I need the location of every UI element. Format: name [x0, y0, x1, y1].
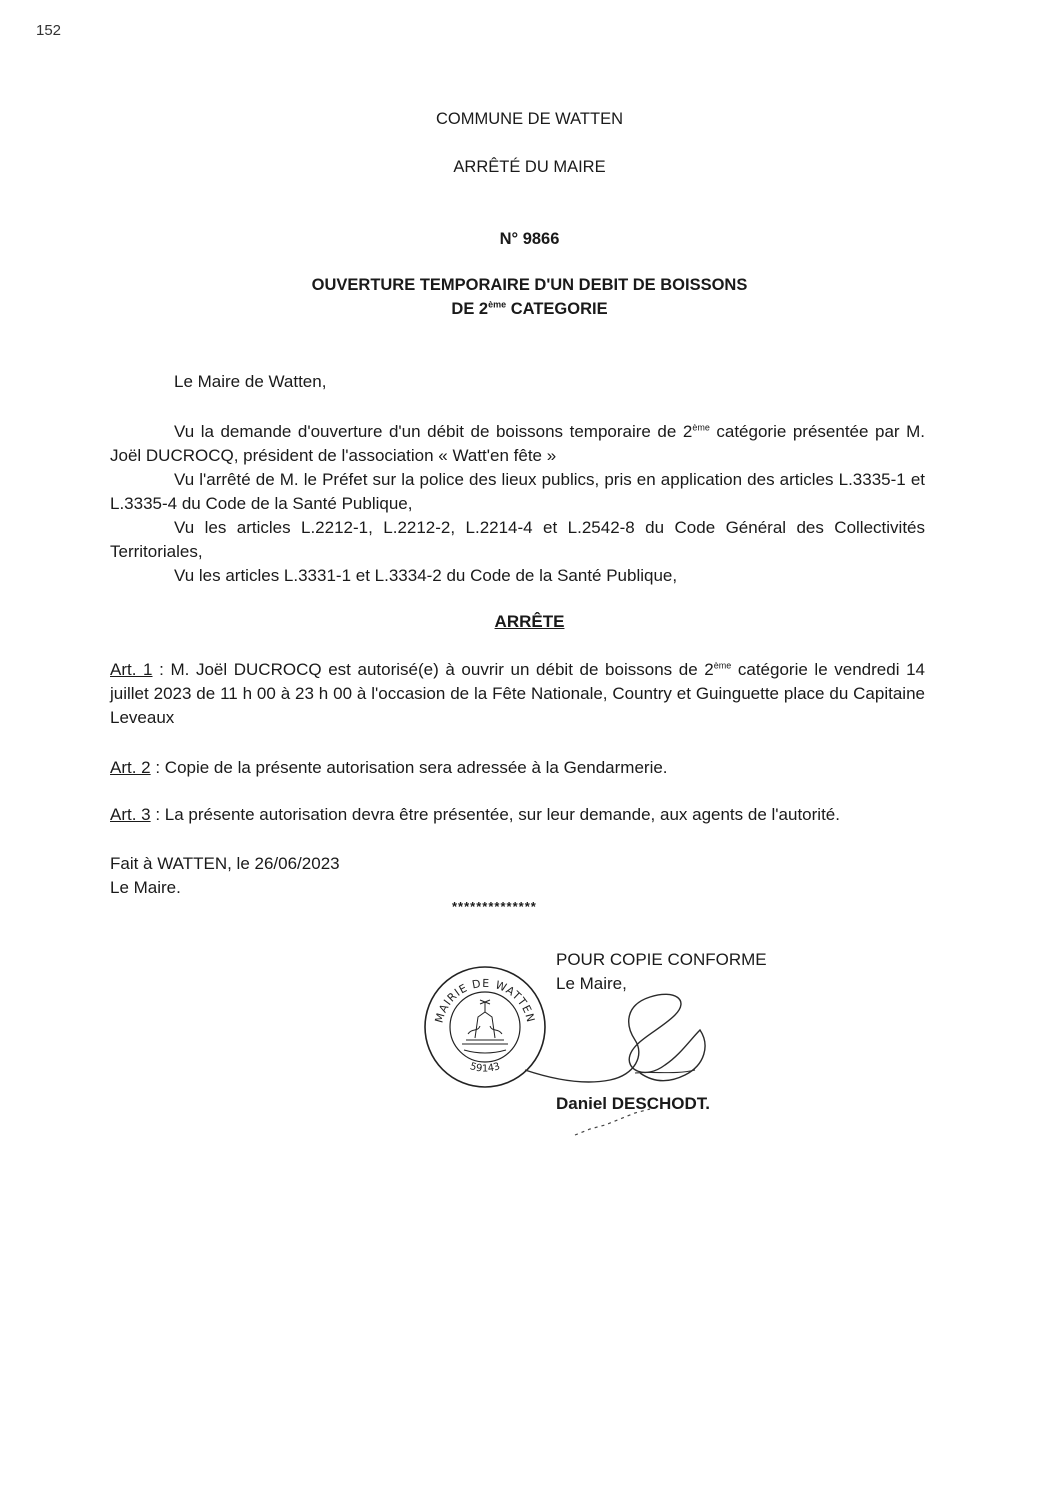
consideration-2: Vu l'arrêté de M. le Préfet sur la police des lieux publics, pris en application des articles L.3335-1 et L.3335-4 du Code de la Santé Publique,	[110, 470, 925, 513]
separator-stars: **************	[452, 899, 537, 914]
commune-name: COMMUNE DE WATTEN	[436, 110, 623, 128]
place-date: Fait à WATTEN, le 26/06/2023	[110, 854, 340, 873]
intro-line: Le Maire de Watten,	[174, 372, 327, 391]
copy-conforme-label: POUR COPIE CONFORME	[556, 950, 767, 969]
page-number: 152	[36, 22, 62, 39]
mayor-signature	[515, 985, 745, 1155]
article-3: Art. 3 : La présente autorisation devra être présentée, sur leur demande, aux agents de l'autorité.	[110, 805, 840, 824]
subject-line-1: OUVERTURE TEMPORAIRE D'UN DEBIT DE BOISSONS	[311, 276, 748, 294]
mayor-role: Le Maire.	[110, 878, 181, 897]
svg-text:MAIRIE DE WATTEN: MAIRIE DE WATTEN	[432, 976, 538, 1025]
arrete-number: N° 9866	[499, 230, 560, 248]
consideration-3: Vu les articles L.2212-1, L.2212-2, L.2214-4 et L.2542-8 du Code Général des Collectivités Territoriales,	[110, 518, 925, 561]
considerations-block	[110, 420, 925, 588]
svg-text:59143: 59143	[468, 1061, 502, 1075]
article-1: Art. 1 : M. Joël DUCROCQ est autorisé(e) à ouvrir un débit de boissons de 2ème catégorie le vendredi 14 juillet 2023 de 11 h 00 à 23 h 00 à l'occasion de la Fête Nationale, Country et Guinguette place du Capitaine Leveaux	[110, 660, 925, 727]
consideration-4: Vu les articles L.3331-1 et L.3334-2 du Code de la Santé Publique,	[174, 566, 678, 585]
subject-line-2: DE 2ème CATEGORIE	[451, 299, 608, 318]
signatory-name: Daniel DESCHODT.	[556, 1094, 710, 1113]
consideration-1: Vu la demande d'ouverture d'un débit de boissons temporaire de 2ème catégorie présentée par M. Joël DUCROCQ, président de l'association « Watt'en fête »	[110, 422, 925, 465]
article-2: Art. 2 : Copie de la présente autorisation sera adressée à la Gendarmerie.	[110, 758, 668, 777]
handwritten-signature-icon	[515, 985, 745, 1155]
decision-heading: ARRÊTE	[494, 612, 565, 631]
copy-mayor-role: Le Maire,	[556, 974, 627, 993]
arrete-title: ARRÊTÉ DU MAIRE	[453, 158, 606, 176]
